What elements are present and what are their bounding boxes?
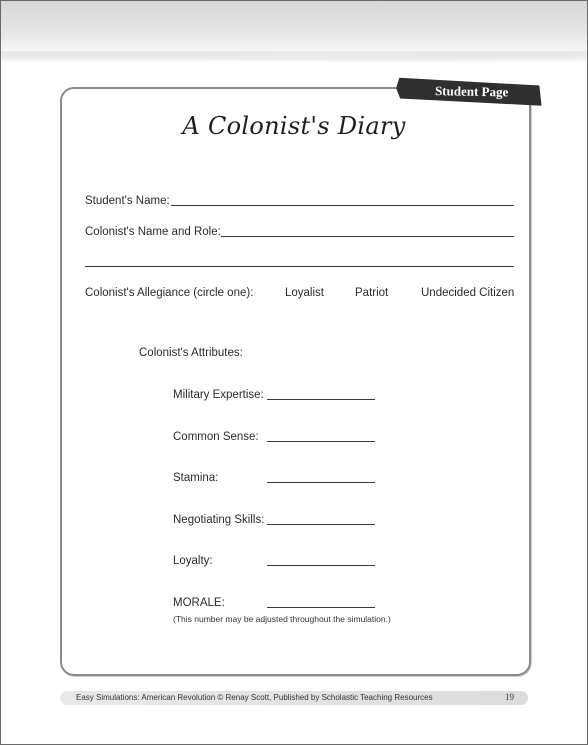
attribute-negotiating-skills-line[interactable] xyxy=(267,524,375,525)
attribute-negotiating-skills-label: Negotiating Skills: xyxy=(173,514,265,526)
attribute-military-expertise-line[interactable] xyxy=(267,399,375,400)
allegiance-option-undecided[interactable]: Undecided Citizen xyxy=(421,287,515,299)
attribute-common-sense-line[interactable] xyxy=(267,441,375,442)
colonist-name-role-line-2[interactable] xyxy=(85,266,514,267)
header-texture xyxy=(1,1,587,59)
attribute-military-expertise-label: Military Expertise: xyxy=(173,389,264,401)
page-title: A Colonist's Diary xyxy=(182,112,406,140)
student-name-line[interactable] xyxy=(171,205,514,206)
attribute-morale-line[interactable] xyxy=(267,607,375,608)
attribute-stamina-label: Stamina: xyxy=(173,472,219,484)
colonist-name-role-line[interactable] xyxy=(221,236,514,237)
allegiance-option-loyalist[interactable]: Loyalist xyxy=(285,287,324,299)
allegiance-label: Colonist's Allegiance (circle one): xyxy=(85,287,254,299)
attribute-morale-label: MORALE: xyxy=(173,597,225,609)
colonist-name-role-label: Colonist's Name and Role: xyxy=(85,226,221,238)
attribute-common-sense-label: Common Sense: xyxy=(173,431,259,443)
attribute-loyalty-line[interactable] xyxy=(267,565,375,566)
attribute-loyalty-label: Loyalty: xyxy=(173,555,213,567)
attributes-heading: Colonist's Attributes: xyxy=(139,347,243,359)
attribute-stamina-line[interactable] xyxy=(267,482,375,483)
morale-note: (This number may be adjusted throughout the simulation.) xyxy=(173,614,391,624)
student-page-label: Student Page xyxy=(434,83,509,100)
student-name-label: Student's Name: xyxy=(85,195,170,207)
worksheet-frame xyxy=(60,87,531,676)
page-number: 19 xyxy=(505,692,514,702)
footer-credit: Easy Simulations: American Revolution © Renay Scott, Published by Scholastic Teaching Resources xyxy=(76,693,433,702)
allegiance-option-patriot[interactable]: Patriot xyxy=(355,287,389,299)
